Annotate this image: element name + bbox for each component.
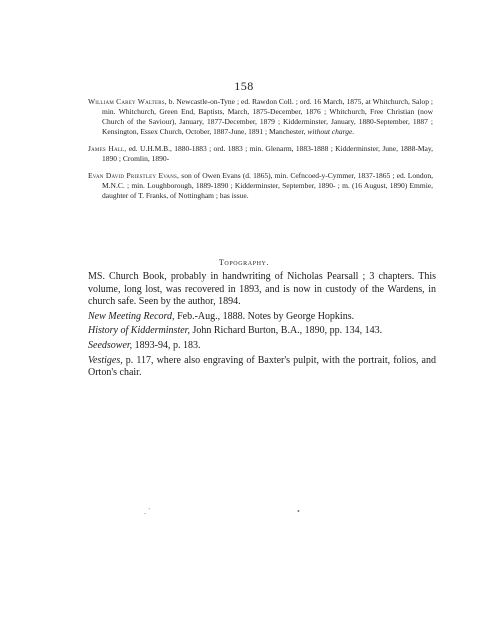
page-number: 158 [234, 79, 254, 93]
topography-list [88, 271, 436, 382]
stray-mark-right: • [297, 507, 300, 516]
source-details: John Richard Burton, B.A., 1890, pp. 134, 143. [189, 325, 383, 337]
minister-name: William Carey Walters, [88, 97, 167, 106]
topography-entry [88, 340, 436, 353]
minister-details-italic: without charge. [305, 127, 355, 136]
source-details: MS. Church Book, probably in handwriting of Nicholas Pearsall ; 3 chapters. This volume, long lost, was recovered in 1893, and is now in custody of the Wardens, in church safe. Seen by the author, 1894. [88, 271, 436, 308]
source-title: New Meeting Record, [88, 310, 175, 322]
source-title: History of Kidderminster, [88, 325, 190, 337]
minister-details: b. Newcastle-on-Tyne ; ed. Rawdon Coll. ; ord. 16 March, 1875, at Whitchurch, Salop ; min. Whitchurch, Green End, Baptists, March, 1875-December, 1876 ; Whitchurch, Free Christian (now Church of the Saviour), January, 1877-December, 1879 ; Kidderminster, January, 1880-September, 1887 ; Kensington, Essex Church, October, 1887-June, 1891 ; Manchester, [102, 97, 433, 136]
minister-details: son of Owen Evans (d. 1865), min. Cefncoed-y-Cymmer, 1837-1865 ; ed. London, M.N.C. ; min. Loughborough, 1889-1890 ; Kidderminster, September, 1890- ; m. (16 August, 1890) Emmie, daughter of T. Franks, of Nottingham ; has issue. [102, 171, 433, 200]
topography-entry [88, 311, 436, 324]
minister-entry [88, 144, 433, 164]
stray-mark-left: . ` [144, 507, 151, 516]
topography-entry [88, 355, 436, 380]
source-details: 1893-94, p. 183. [132, 339, 201, 351]
minister-entry [88, 171, 433, 201]
topography-entry [88, 271, 436, 309]
source-details: p. 117, where also engraving of Baxter's pulpit, with the portrait, folios, and Orton's chair. [88, 354, 436, 379]
topography-entry [88, 325, 436, 338]
stray-marks [0, 507, 488, 521]
source-title: Vestiges, [88, 354, 123, 366]
minister-name: Evan David Priestley Evans, [88, 171, 180, 180]
minister-name: James Hall, [88, 144, 127, 153]
minister-details: ed. U.H.M.B., 1880-1883 ; ord. 1883 ; min. Glenarm, 1883-1888 ; Kidderminster, June, 1888-May, 1890 ; Cromlin, 1890- [102, 144, 433, 163]
source-details: Feb.-Aug., 1888. Notes by George Hopkins. [174, 310, 355, 322]
minister-entry [88, 97, 433, 137]
source-title: Seedsower, [88, 339, 133, 351]
section-heading-topography: Topography. [218, 258, 270, 267]
minister-list [88, 97, 433, 208]
